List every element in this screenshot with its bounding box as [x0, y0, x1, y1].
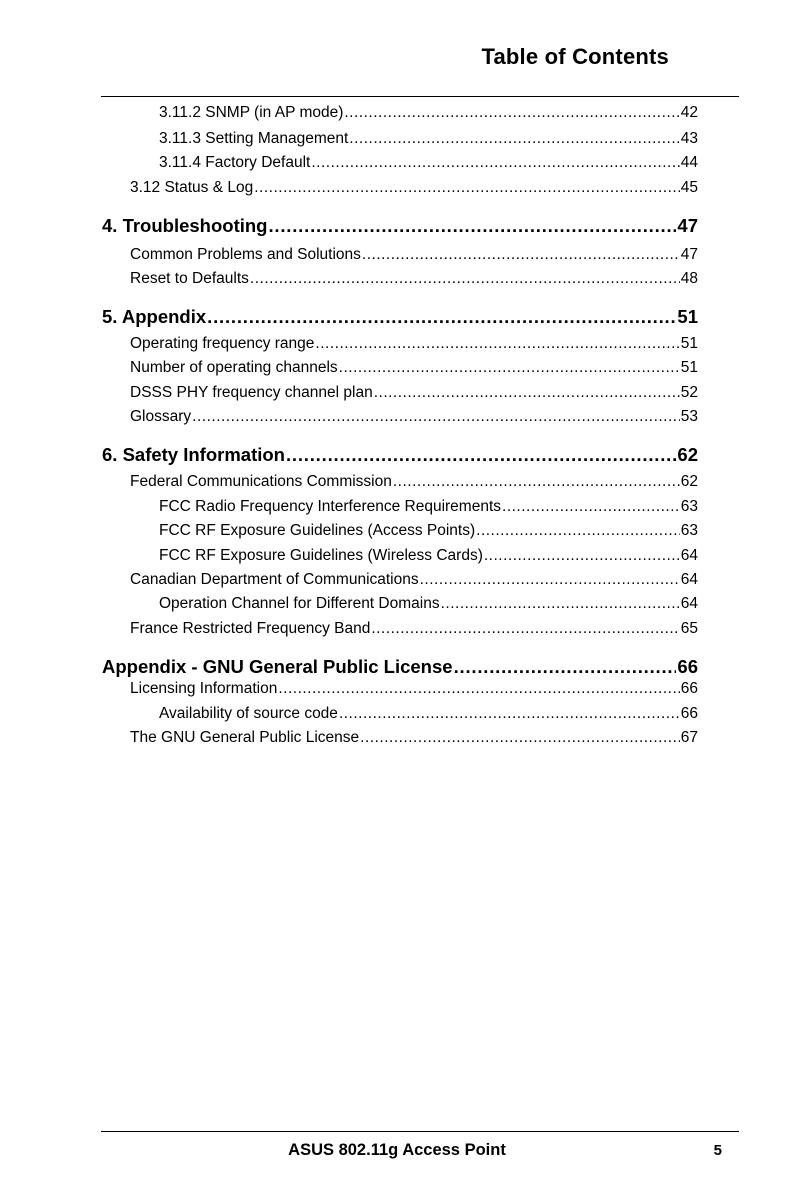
toc-entry-page: 51	[680, 359, 698, 376]
toc-entry-label: Number of operating channels	[130, 359, 338, 376]
toc-entry[interactable]	[130, 359, 698, 379]
toc-entry-label: Licensing Information	[130, 680, 278, 697]
toc-entry[interactable]	[130, 270, 698, 290]
dot-leader	[484, 547, 680, 565]
page-number: 5	[713, 1142, 722, 1159]
toc-entry-page: 47	[680, 246, 698, 263]
toc-entry-page: 53	[680, 408, 698, 425]
toc-entry-page: 51	[680, 335, 698, 352]
toc-chapter[interactable]	[102, 656, 698, 680]
dot-leader	[311, 154, 679, 172]
toc-entry-label: Canadian Department of Communications	[130, 571, 419, 588]
toc-entry[interactable]	[159, 547, 698, 567]
dot-leader	[286, 444, 676, 466]
toc-entry[interactable]	[159, 154, 698, 174]
toc-chapter[interactable]	[102, 215, 698, 239]
toc-entry-page: 64	[680, 595, 698, 612]
toc-entry-label: FCC Radio Frequency Interference Requirements	[159, 498, 502, 515]
page-title: Table of Contents	[481, 44, 669, 69]
toc-entry-label: 3.11.3 Setting Management	[159, 130, 349, 147]
toc-entry[interactable]	[159, 522, 698, 542]
toc-entry-page: 47	[677, 215, 698, 236]
toc-entry-page: 64	[680, 547, 698, 564]
toc-entry-label: 3.11.2 SNMP (in AP mode)	[159, 104, 344, 121]
toc-entry[interactable]	[130, 729, 698, 749]
toc-entry[interactable]	[130, 680, 698, 700]
toc-entry-label: FCC RF Exposure Guidelines (Wireless Cards)	[159, 547, 483, 564]
dot-leader	[393, 473, 680, 491]
toc-chapter[interactable]	[102, 306, 698, 330]
dot-leader	[476, 522, 680, 540]
toc-entry-page: 63	[680, 522, 698, 539]
toc-entry[interactable]	[159, 705, 698, 725]
toc-entry-label: 3.12 Status & Log	[130, 179, 254, 196]
toc-entry-page: 42	[680, 104, 698, 121]
toc-entry[interactable]	[130, 335, 698, 355]
dot-leader	[315, 335, 679, 353]
toc-entry-page: 52	[680, 384, 698, 401]
dot-leader	[339, 359, 680, 377]
toc-entry-label: Reset to Defaults	[130, 270, 249, 287]
footer-rule	[101, 1131, 739, 1132]
toc-entry-label: The GNU General Public License	[130, 729, 360, 746]
toc-chapter[interactable]	[102, 444, 698, 468]
toc-entry-label: 5. Appendix	[102, 306, 207, 327]
toc-entry-page: 62	[680, 473, 698, 490]
dot-leader	[268, 215, 676, 237]
toc-entry-label: Availability of source code	[159, 705, 338, 722]
dot-leader	[374, 384, 680, 402]
toc-entry-page: 65	[680, 620, 698, 637]
toc-entry-page: 67	[680, 729, 698, 746]
footer-title: ASUS 802.11g Access Point	[288, 1141, 506, 1159]
dot-leader	[454, 656, 677, 678]
dot-leader	[371, 620, 679, 638]
toc-entry-page: 66	[677, 656, 698, 677]
toc-entry-page: 66	[680, 705, 698, 722]
toc-entry-page: 44	[680, 154, 698, 171]
dot-leader	[362, 246, 680, 264]
toc-entry-label: Operation Channel for Different Domains	[159, 595, 440, 612]
toc-entry[interactable]	[130, 384, 698, 404]
toc-entry-label: Common Problems and Solutions	[130, 246, 361, 263]
toc-entry-label: 6. Safety Information	[102, 444, 285, 465]
toc-entry-label: Federal Communications Commission	[130, 473, 392, 490]
dot-leader	[360, 729, 680, 747]
toc-entry-page: 45	[680, 179, 698, 196]
toc-entry-label: 4. Troubleshooting	[102, 215, 268, 236]
toc-entry-page: 62	[677, 444, 698, 465]
toc-entry[interactable]	[130, 571, 698, 591]
toc-entry-label: DSSS PHY frequency channel plan	[130, 384, 373, 401]
toc-entry[interactable]	[130, 246, 698, 266]
dot-leader	[207, 306, 676, 328]
dot-leader	[278, 680, 679, 698]
toc-entry-page: 51	[677, 306, 698, 327]
toc-entry-label: France Restricted Frequency Band	[130, 620, 371, 637]
toc-entry-label: Appendix - GNU General Public License	[102, 656, 453, 677]
header-rule	[101, 96, 739, 97]
toc-entry-page: 63	[680, 498, 698, 515]
dot-leader	[349, 130, 679, 148]
toc-entry-label: 3.11.4 Factory Default	[159, 154, 311, 171]
toc-entry[interactable]	[130, 473, 698, 493]
toc-entry-page: 66	[680, 680, 698, 697]
toc-entry[interactable]	[130, 179, 698, 199]
toc-entry-label: Glossary	[130, 408, 192, 425]
toc-entry-label: FCC RF Exposure Guidelines (Access Points)	[159, 522, 476, 539]
toc-entry[interactable]	[130, 620, 698, 640]
dot-leader	[502, 498, 680, 516]
toc-entry[interactable]	[130, 408, 698, 428]
toc-entry-label: Operating frequency range	[130, 335, 315, 352]
toc-entry[interactable]	[159, 498, 698, 518]
toc-entry[interactable]	[159, 595, 698, 615]
dot-leader	[420, 571, 680, 589]
dot-leader	[344, 104, 679, 122]
dot-leader	[254, 179, 680, 197]
toc-entry-page: 43	[680, 130, 698, 147]
toc-entry-page: 48	[680, 270, 698, 287]
dot-leader	[192, 408, 680, 426]
dot-leader	[250, 270, 680, 288]
toc-entry-page: 64	[680, 571, 698, 588]
dot-leader	[441, 595, 680, 613]
toc-entry[interactable]	[159, 130, 698, 150]
dot-leader	[339, 705, 680, 723]
toc-entry[interactable]	[159, 104, 698, 124]
